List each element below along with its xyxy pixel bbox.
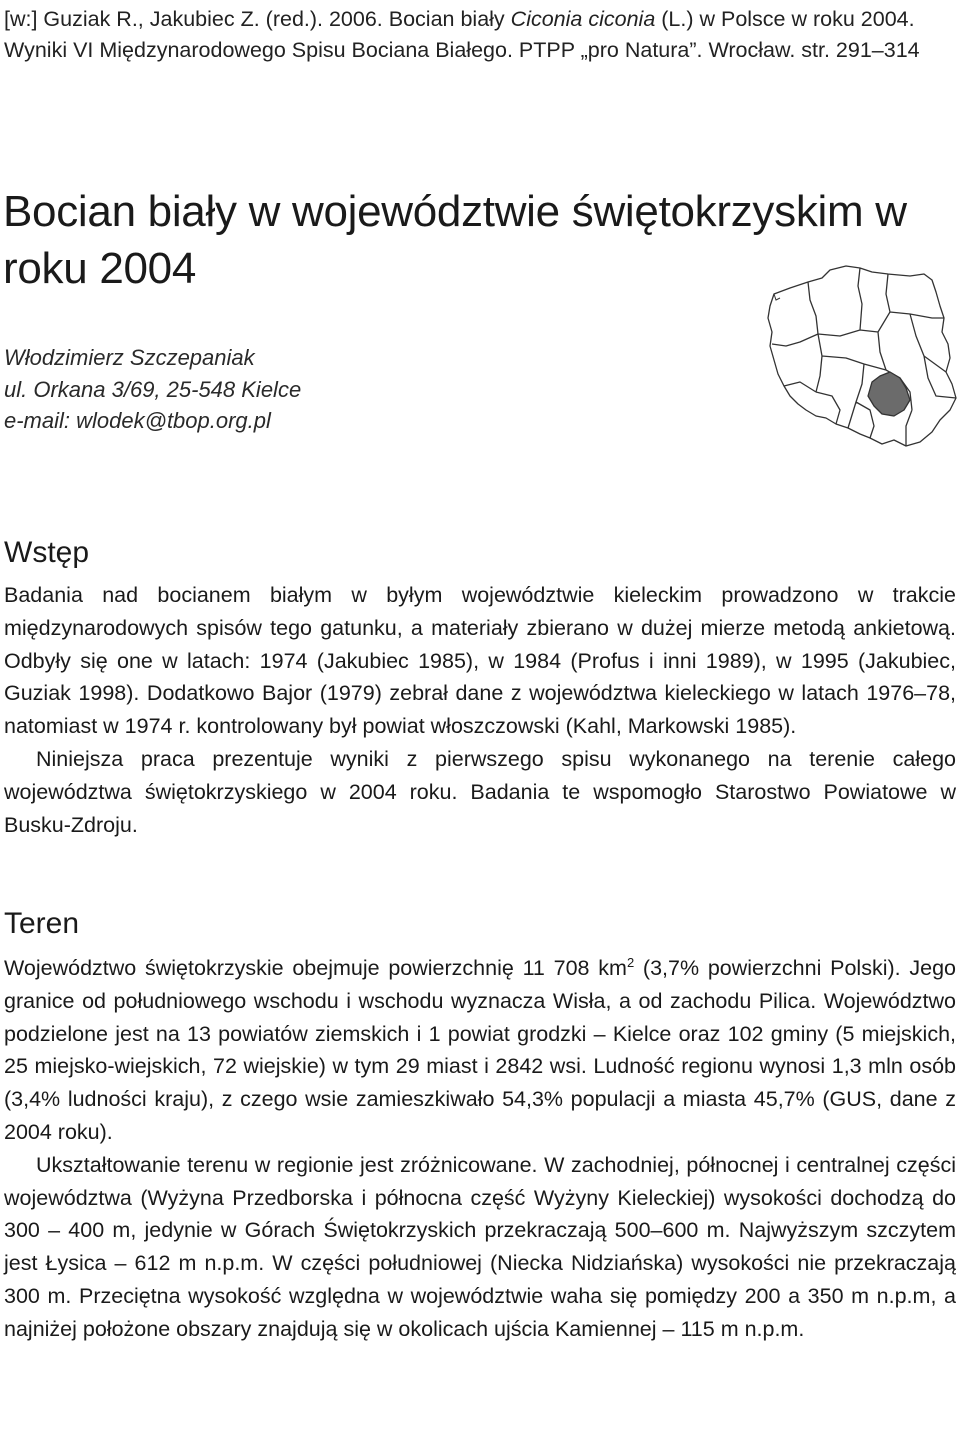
author-name: Włodzimierz Szczepaniak: [4, 345, 255, 370]
internal-borders: [772, 268, 956, 446]
poland-outline: [768, 266, 956, 446]
swietokrzyskie-highlight: [868, 372, 910, 416]
poland-voivodeship-map: [760, 260, 960, 450]
area-paragraph-2: Ukształtowanie terenu w regionie jest zróżnicowane. W zachodniej, północnej i centralnej części województwa (Wyżyna Przedborska i północna część Wyżyny Kieleckiej) wysokości dochodzą do 300 – 400 m, jedynie w Górach Świętokrzyskich przekraczają 500–600 m. Najwyższym szczytem jest Łysica – 612 m n.p.m. W części południowej (Niecka Nidziańska) wysokości nie przekraczają 300 m. Przeciętna wysokość względna w województwie waha się pomiędzy 200 a 350 m n.p.m, a najniżej położone obszary znajdują się w okolicach ujścia Kamiennej – 115 m n.p.m.: [4, 1152, 956, 1341]
section-heading-area: Teren: [4, 907, 80, 940]
coast-detail: [774, 294, 780, 300]
section-heading-intro: Wstęp: [4, 536, 90, 569]
area-p1-text-b: (3,7% powierzchni Polski). Jego granice od południowego wschodu i wschodu wyznacza Wisła, a od zachodu Pilica. Województwo podzielone jest na 13 powiatów ziemskich i 1 powiat grodzki – Kielce oraz 102 gminy (5 miejskich, 25 miejsko-wiejskich, 72 wiejskie) w tym 29 miast i 2842 wsi. Ludność regionu wynosi 1,3 mln osób (3,4% ludności kraju), z czego wsie zamieszkiwało 54,3% populacji a miasta 45,7% (GUS, dane z 2004 roku).: [4, 956, 956, 1144]
citation-part-2: (L.) w Polsce w roku 2004. Wyniki VI Międzynarodowego Spisu Bociana Białego. PTPP „pro Natura”. Wrocław. str. 291–314: [4, 7, 920, 62]
section-area-body: [4, 952, 956, 1346]
voivodeship-borders: [768, 266, 956, 446]
area-p1-text-a: Województwo świętokrzyskie obejmuje powierzchnię 11 708 km: [4, 956, 627, 980]
intro-paragraph-1: Badania nad bocianem białym w byłym województwie kieleckim prowadzono w trakcie międzynarodowych spisów tego gatunku, a materiały zbierano w dużej mierze metodą ankietową. Odbyły się one w latach: 1974 (Jakubiec 1985), w 1984 (Profus i inni 1989), w 1995 (Jakubiec, Guziak 1998). Dodatkowo Bajor (1979) zebrał dane z województwa kieleckiego w latach 1976–78, natomiast w 1974 r. kontrolowany był powiat włoszczowski (Kahl, Markowski 1985).: [4, 583, 956, 739]
citation: [4, 4, 954, 66]
author-address: ul. Orkana 3/69, 25-548 Kielce: [4, 376, 302, 402]
intro-paragraph-2: Niniejsza praca prezentuje wyniki z pierwszego spisu wykonanego na terenie całego województwa świętokrzyskiego w 2004 roku. Badania te wspomogło Starostwo Powiatowe w Busku-Zdroju.: [4, 746, 956, 837]
section-intro-body: [4, 579, 956, 841]
author-email: e-mail: wlodek@tbop.org.pl: [4, 408, 271, 433]
area-p1-superscript: 2: [626, 955, 635, 970]
article-title: Bocian biały w województwie świętokrzyskim w roku 2004: [3, 187, 907, 293]
citation-species: Ciconia ciconia: [510, 7, 656, 31]
author-block: [4, 342, 604, 437]
area-paragraph-1: [4, 952, 956, 1149]
citation-part-1: [w:] Guziak R., Jakubiec Z. (red.). 2006. Bocian biały: [4, 7, 511, 31]
